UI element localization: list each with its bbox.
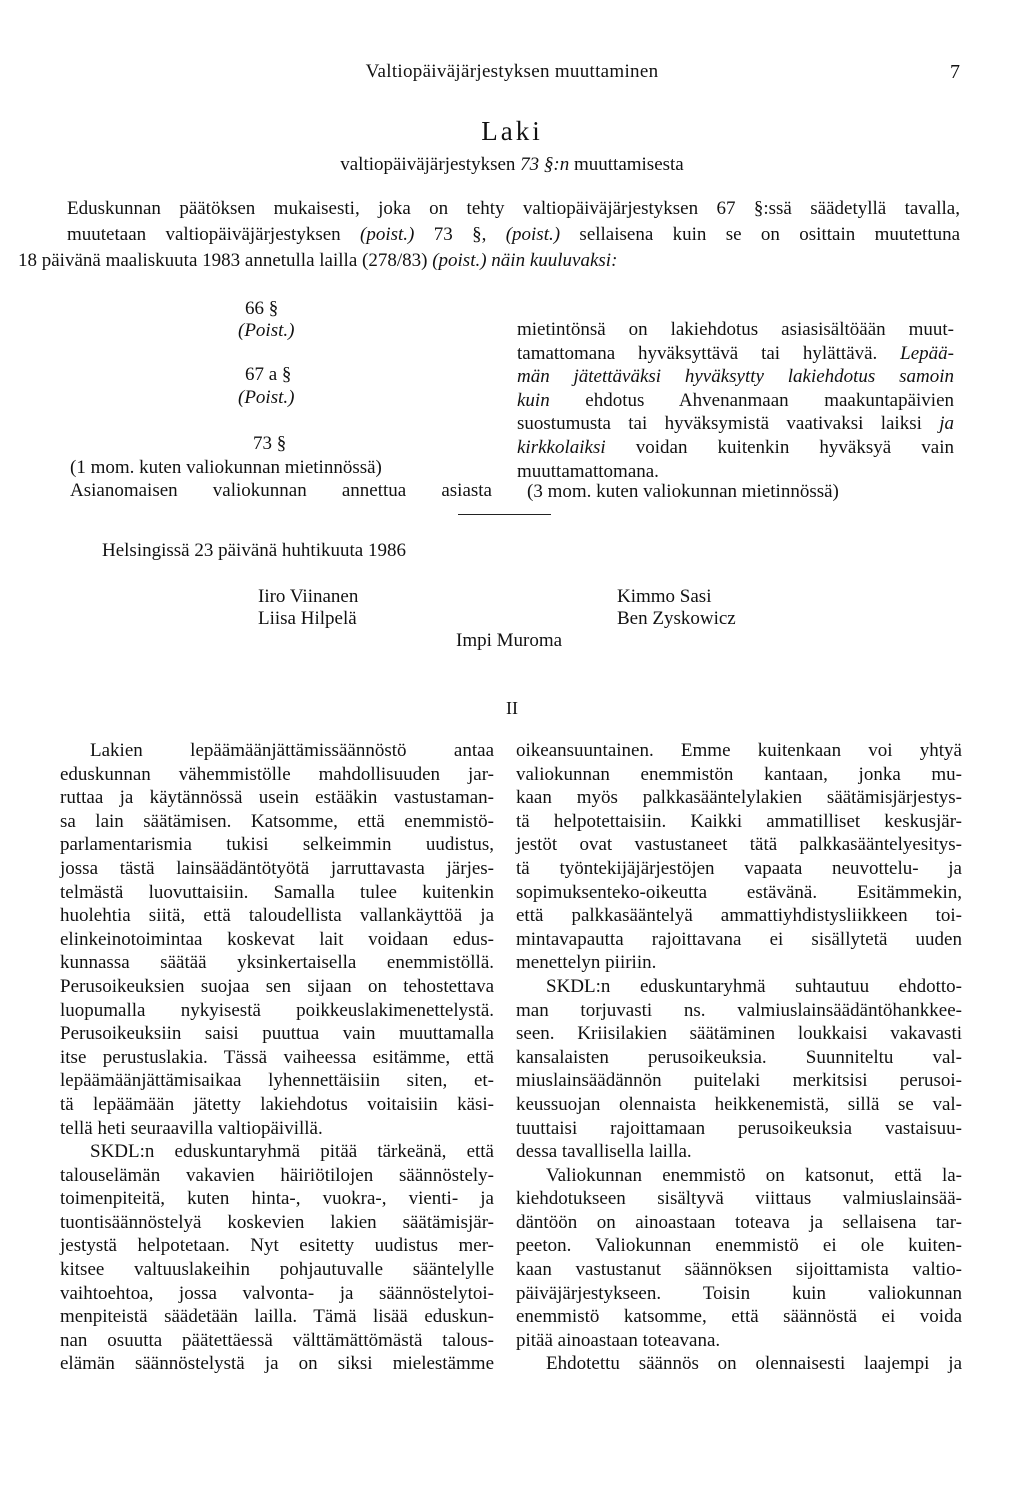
text-line: luopumalla nykyisestä poikkeuslakimenettelystä. (60, 999, 494, 1021)
text-line: kiehdotukseen sisältyvä viittaus valmiuslainsää- (516, 1188, 962, 1210)
text-line: enemmistö katsomme, että säännöstä ei voida (516, 1306, 962, 1328)
text-line: nan osuutta päätettäessä välttämättömästä talous- (60, 1329, 494, 1351)
section-73: 73 § (253, 433, 287, 454)
law-right-column (517, 318, 954, 483)
law-r5b: ja (939, 413, 954, 435)
text-line: Perusoikeuksiin saisi puuttua vain muuttamalla (60, 1023, 494, 1045)
mom-3-note: (3 mom. kuten valiokunnan mietinnössä) (527, 481, 839, 502)
law-right-3: män jätettäväksi hyväksytty lakiehdotus samoin (517, 366, 954, 388)
text-line: tä työntekijäjärjestöjen vapaata neuvottelu- ja (516, 857, 962, 879)
text-line: kunnassa säätää yksinkertaisella enemmistöllä. (60, 952, 494, 974)
mom-1-note: (1 mom. kuten valiokunnan mietinnössä) (70, 457, 382, 478)
text-line: kaan myös palkkasääntelylakien säätämisjärjestys- (516, 787, 962, 809)
text-line: SKDL:n eduskuntaryhmä pitää tärkeänä, että (90, 1141, 494, 1163)
signer-5: Ben Zyskowicz (617, 608, 736, 629)
text-line: oikeansuuntainen. Emme kuitenkaan voi yhtyä (516, 740, 962, 761)
body-column-right (516, 739, 962, 1376)
text-line: sopimuksenteko-oikeutta estävänä. Esitämmekin, (516, 881, 962, 903)
text-line: man torjuvasti ns. valmiuslainsäädäntöhankkee- (516, 999, 962, 1021)
text-line: menpiteistä säädetään lailla. Tämä lisää eduskun- (60, 1306, 494, 1328)
signer-4: Kimmo Sasi (617, 586, 712, 607)
body-column-left (60, 739, 494, 1376)
text-line: menettelyn piiriin. (516, 952, 657, 974)
law-subtitle-a: valtiopäiväjärjestyksen (340, 154, 516, 175)
text-line: tä lepäämään jätetty lakiehdotus voitaisiin käsi- (60, 1093, 494, 1115)
law-right-1: mietintönsä on lakiehdotus asiasisältöään muut- (517, 319, 954, 340)
poist-2: (Poist.) (238, 387, 295, 408)
text-line: Lakien lepäämäänjättämissäännöstö antaa (90, 740, 494, 761)
law-intro (18, 198, 960, 276)
law-r6b: voidan kuitenkin hyväksyä vain (635, 436, 954, 458)
text-line: eduskunnan vähemmistölle mahdollisuuden jar- (60, 763, 494, 785)
law-subtitle-c: muuttamisesta (573, 154, 684, 175)
text-line: jossa tästä lainsäädäntötyötä jarruttavasta järjes- (60, 857, 494, 879)
law-right-4 (517, 389, 954, 413)
law-right-7: muuttamattomana. (517, 460, 659, 482)
text-line: että palkkasääntelyä ammattiyhdistysliikkeen toi- (516, 905, 962, 927)
text-line: kansalaisten perusoikeuksia. Suunniteltu val- (516, 1046, 962, 1068)
text-line: Valiokunnan enemmistö on katsonut, että la- (546, 1164, 962, 1186)
section-number: II (506, 698, 518, 718)
section-67a: 67 a § (245, 364, 292, 385)
law-r4a: kuin (517, 389, 550, 411)
text-line: däntöön on ainoastaan toteava ja sellaisena tar- (516, 1211, 962, 1233)
law-right-5 (517, 412, 954, 436)
text-line: elämän säännöstelystä ja on siksi mielestämme (60, 1353, 494, 1375)
text-line: talouselämän vakavien häiriötilojen säännöstely- (60, 1164, 494, 1186)
text-line: kaan vastustanut säännöksen sijoittamista valtio- (516, 1259, 962, 1281)
text-line: ruttaa ja käytännössä usein estääkin vastustaman- (60, 787, 494, 809)
text-line: parlamentarismia tukisi selkeimmin uudistus, (60, 834, 494, 856)
section-73-text: Asianomaisen valiokunnan annettua asiasta (70, 480, 492, 501)
text-line: dessa tavallisella lailla. (516, 1141, 692, 1163)
text-line: tuontisäännöstelyä koskevien lakien säätämisjär- (60, 1211, 494, 1233)
law-r5: suostumusta tai hyväksymistä vaativaksi laiksi (517, 413, 922, 435)
page-number: 7 (950, 61, 960, 83)
text-line: telmästä luovuttaisiin. Samalla tulee kuitenkin (60, 881, 494, 903)
intro-l2e: sellaisena kuin se on osittain muutettuna (579, 224, 961, 245)
section-66: 66 § (245, 298, 279, 319)
signer-2: Liisa Hilpelä (258, 608, 357, 629)
text-line: jestystä helpotetaan. Nyt esitetty uudistus mer- (60, 1235, 494, 1257)
text-line: sa lain säätämisen. Katsomme, että enemmistö- (60, 810, 494, 832)
text-line: mintavapautta rajoittavana ei sisällytetä uuden (516, 928, 962, 950)
law-right-6 (517, 436, 954, 460)
intro-line-1: Eduskunnan päätöksen mukaisesti, joka on tehty valtiopäiväjärjestyksen 67 §:ssä säädetyllä tavalla, (67, 198, 960, 219)
place-date: Helsingissä 23 päivänä huhtikuuta 1986 (102, 540, 406, 561)
text-line: tä helpotettaisiin. Kaikki ammatilliset keskusjär- (516, 810, 962, 832)
intro-l2c: 73 §, (433, 224, 487, 245)
running-header: Valtiopäiväjärjestyksen muuttaminen (365, 61, 659, 82)
text-line: valiokunnan enemmistön kantaan, jonka mu- (516, 763, 962, 785)
law-title: Laki (481, 116, 543, 146)
law-r4b: ehdotus Ahvenanmaan maakuntapäivien (585, 389, 955, 411)
law-subtitle (0, 154, 1024, 176)
signer-1: Iiro Viinanen (258, 586, 359, 607)
text-line: pitää ainoastaan toteavana. (516, 1329, 721, 1351)
text-line: SKDL:n eduskuntaryhmä suhtautuu ehdotto- (546, 975, 962, 997)
text-line: toimenpiteitä, kuten hinta-, vuokra-, vienti- ja (60, 1188, 494, 1210)
intro-l3c: näin kuuluvaksi: (491, 250, 618, 271)
text-line: lepäämäänjättämisaikaa lyhennettäisiin siten, et- (60, 1070, 494, 1092)
law-r2b: Lepää- (900, 342, 954, 364)
text-line: miuslainsäädännön puitelaki merkitsisi perusoi- (516, 1070, 962, 1092)
law-r6a: kirkkolaiksi (517, 436, 606, 458)
law-r2a: tamattomana hyväksyttävä tai hylättävä. (517, 342, 878, 364)
text-line: jestöt ovat vastustaneet tätä palkkasääntelyesitys- (516, 834, 962, 856)
text-line: tuuttaisi rajoittamaan perusoikeuksia vastaisuu- (516, 1117, 962, 1139)
text-line: seen. Kriisilakien säätäminen loukkaisi vakavasti (516, 1023, 962, 1045)
text-line: peeton. Valiokunnan enemmistö ei ole kuiten- (516, 1235, 962, 1257)
text-line: kitsee valtuuslakeihin pohjautuvalle sääntelylle (60, 1259, 494, 1281)
text-line: elinkeinotoimintaa koskevat lait voidaan edus- (60, 928, 494, 950)
law-subtitle-b: 73 §:n (520, 154, 570, 175)
text-line: itse perustuslakia. Tässä vaiheessa esitämme, että (60, 1046, 494, 1068)
text-line: Ehdotettu säännös on olennaisesti laajempi ja (546, 1353, 962, 1375)
intro-line-3 (18, 250, 960, 276)
text-line: tellä heti seuraavilla valtiopäivillä. (60, 1117, 323, 1139)
intro-l2d: (poist.) (505, 224, 561, 245)
text-line: Perusoikeuksien suojaa sen sijaan on tehostettava (60, 975, 494, 997)
signer-3: Impi Muroma (456, 630, 563, 651)
text-line: päiväjärjestykseen. Toisin kuin valiokunnan (516, 1282, 962, 1304)
text-line: huolehtia siitä, että taloudellista vallankäyttöä ja (60, 905, 494, 927)
law-right-2 (517, 342, 954, 366)
intro-line-2 (18, 224, 960, 250)
intro-l3b: (poist.) (432, 250, 487, 271)
divider-rule (458, 514, 551, 515)
intro-l2b: (poist.) (360, 224, 415, 245)
intro-l2a: muutetaan valtiopäiväjärjestyksen (67, 224, 341, 245)
text-line: vaihtoehtoa, jossa valvonta- ja säännöstelytoi- (60, 1282, 494, 1304)
poist-1: (Poist.) (238, 320, 295, 341)
intro-l3a: 18 päivänä maaliskuuta 1983 annetulla lailla (278/83) (18, 250, 428, 271)
text-line: keussuojan olennaista heikkenemistä, sillä se val- (516, 1093, 962, 1115)
